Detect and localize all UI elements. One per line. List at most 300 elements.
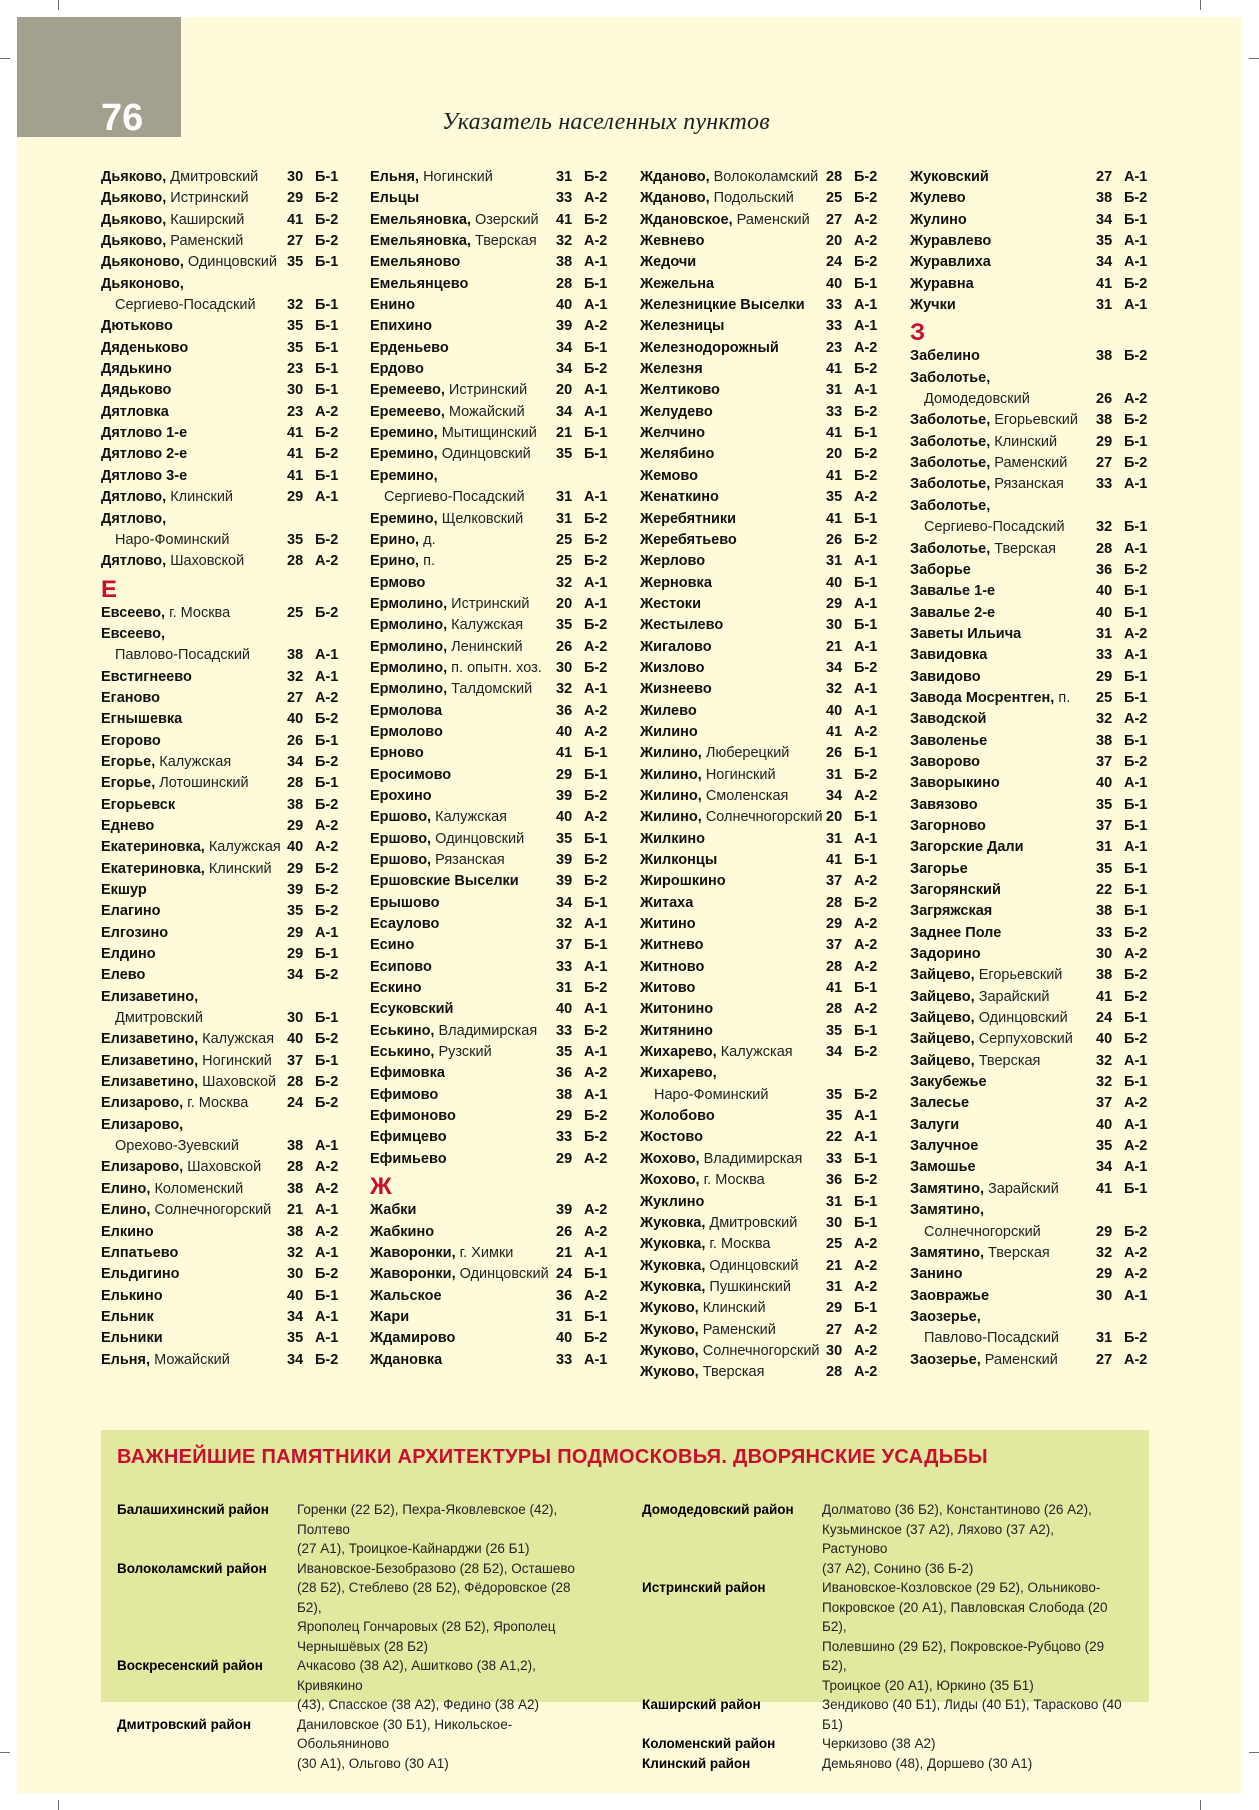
place-region: Одинцовский [459,1266,549,1283]
index-column-2 [370,167,630,1371]
place-name: Елгозино [101,924,169,941]
index-entry [101,1328,361,1349]
map-grid: Б-2 [315,860,339,877]
map-grid: Б-2 [854,1086,878,1103]
place-name: Женаткино [640,489,719,506]
map-page: 37 [1096,753,1113,770]
map-page: 41 [826,852,843,868]
map-grid: А-1 [584,681,608,698]
place-name: Жевнево [640,233,705,250]
place-name: Ждановское, [640,211,733,228]
place-name: Еросимово [370,766,452,783]
place-name: Ельня, [370,169,420,185]
place-name: Ефимовка [370,1065,445,1082]
map-page: 38 [287,1180,304,1197]
map-grid: Б-2 [315,711,339,728]
place-name: Ердово [370,361,424,378]
index-entry [910,624,1170,645]
index-entry [910,1029,1170,1050]
district-name: Воскресенский район [117,1658,263,1673]
place-region: г. Москва [187,1095,249,1112]
place-name: Ершовские Выселки [370,873,519,890]
place-name: Жуково, [640,1342,699,1359]
map-page: 37 [1096,817,1113,834]
monument-line: Чернышёвых (28 Б2) [297,1638,429,1654]
page [17,17,1241,1793]
place-name: Занино [910,1266,963,1283]
index-entry [640,999,900,1020]
index-entry [101,752,361,773]
index-entry [640,444,900,465]
map-page: 35 [287,531,304,548]
place-name: Заболотье, [910,412,991,429]
crop-mark [58,1800,59,1810]
map-page: 40 [826,275,843,292]
map-page: 21 [826,638,843,655]
map-grid: Б-1 [1124,860,1148,877]
index-entry [101,1179,361,1200]
map-grid: Б-2 [584,873,608,890]
map-grid: А-1 [854,318,878,335]
place-region: п. опытн. хоз. [451,659,542,676]
map-grid: А-2 [854,1001,878,1018]
place-name: Житонино [640,1001,714,1018]
place-name: Журавлиха [910,254,991,271]
index-entry [370,1042,630,1063]
place-region: Раменский [702,1321,776,1338]
map-page: 27 [287,233,304,250]
place-name: Зайцево, [910,1052,975,1069]
map-grid: А-1 [315,1330,339,1347]
district-name: Коломенский район [642,1736,776,1751]
place-region: г. Химки [459,1244,514,1261]
map-page: 28 [826,1001,843,1018]
index-entry [910,346,1170,367]
map-grid: Б-1 [1124,732,1148,749]
index-entry [640,615,900,636]
box-column-left [117,1500,597,1773]
place-name: Жуково, [640,1364,699,1381]
map-grid: Б-1 [854,1150,878,1167]
index-entry [101,210,361,231]
index-entry [640,1063,900,1084]
place-name: Дятлово, [101,510,167,527]
map-page: 20 [826,809,843,826]
index-entry [640,893,900,914]
district-monuments [297,1500,597,1559]
index-entry [910,731,1170,752]
index-entry [101,252,361,273]
place-region: Калужская [451,617,524,634]
map-grid: Б-2 [315,425,339,442]
map-grid: А-1 [584,1086,608,1103]
map-grid: Б-1 [1124,668,1148,685]
map-page: 41 [1096,1180,1113,1197]
page-number: 76 [101,97,144,139]
district-row [642,1500,1122,1578]
place-name: Заднее Поле [910,924,1002,941]
map-page: 26 [556,638,573,655]
map-page: 27 [1096,1351,1113,1368]
place-region: Одинцовский [441,446,531,463]
index-entry [910,1200,1170,1221]
place-name: Житино [640,916,696,933]
place-name: Дятлово, [101,489,167,506]
index-entry [101,423,361,444]
place-name: Жилкино [640,830,706,847]
place-name: Заболотье, [910,433,991,450]
map-page: 37 [826,937,843,954]
map-page: 36 [556,702,573,719]
place-region: Раменский [736,211,810,228]
map-grid: А-2 [315,1223,339,1240]
map-page: 31 [826,1278,843,1295]
index-entry [101,295,361,316]
map-grid: А-2 [584,638,608,655]
index-entry [910,1243,1170,1264]
place-name: Елизаветино, [101,1031,199,1048]
monument-line: Демьяново (48), Доршево (30 А1) [822,1755,1033,1771]
map-page: 38 [287,796,304,813]
index-entry [101,1243,361,1264]
place-region: Смоленская [705,787,789,804]
map-page: 29 [826,916,843,933]
map-page: 37 [556,937,573,954]
index-entry [640,786,900,807]
index-entry [101,509,361,530]
map-page: 26 [826,745,843,762]
map-page: 27 [1096,455,1113,472]
index-entry [370,850,630,871]
index-entry [640,338,900,359]
box-column-right [642,1500,1122,1773]
place-name: Заболотье, [910,476,991,493]
index-entry [640,1042,900,1063]
map-page: 34 [826,1044,843,1061]
place-name: Еремино, [370,510,438,527]
map-grid: А-2 [854,723,878,740]
map-page: 31 [1096,1330,1113,1347]
map-grid: Б-2 [1124,190,1148,207]
map-page: 24 [1096,1010,1113,1027]
map-grid: А-2 [854,787,878,804]
place-name: Жолобово [640,1108,715,1125]
place-name: Емельянцево [370,275,469,292]
map-page: 20 [826,233,843,250]
place-region: Подольский [713,190,794,207]
map-grid: Б-1 [584,745,608,762]
map-grid: Б-2 [584,531,608,548]
map-grid: А-1 [584,489,608,506]
district-name: Волоколамский район [117,1560,267,1576]
place-name: Завалье 2-е [910,604,996,621]
map-grid: Б-2 [854,467,878,484]
place-region: Солнечногорский [154,1202,272,1219]
place-name: Дятлово, [101,553,167,570]
index-entry [910,901,1170,922]
map-page: 40 [287,839,304,856]
monument-line: Горенки (22 Б2), Пехра-Яковлевское (42), Полтево [297,1502,558,1537]
place-name: Ерохино [370,787,432,804]
place-name: Желтиково [640,382,720,399]
place-name: Загорново [910,817,986,834]
map-page: 40 [556,297,573,314]
index-entry [640,829,900,850]
place-name: Жерлово [640,553,706,570]
map-page: 41 [556,745,573,762]
map-grid: Б-1 [854,510,878,527]
crop-mark [58,0,59,10]
map-grid: А-1 [1124,297,1148,314]
map-page: 38 [1096,412,1113,429]
index-entry [910,1115,1170,1136]
map-page: 32 [287,668,304,685]
place-name: Жостово [640,1129,703,1146]
box-title: ВАЖНЕЙШИЕ ПАМЯТНИКИ АРХИТЕКТУРЫ ПОДМОСКОВЬЯ. ДВОРЯНСКИЕ УСАДЬБЫ [117,1446,988,1468]
place-name: Ельня, [101,1351,151,1368]
index-entry [370,1328,630,1349]
index-entry [370,871,630,892]
index-entry [910,1157,1170,1178]
place-name: Загорянский [910,882,1001,898]
place-region: Владимирская [438,1022,538,1039]
monument-line: (30 А1), Ольгово (30 А1) [297,1755,449,1771]
map-page: 41 [287,446,304,463]
index-entry [101,795,361,816]
place-name: Жучки [910,297,956,314]
map-grid: А-1 [584,297,608,314]
index-entry [910,773,1170,794]
district-row [642,1695,1122,1734]
place-name: Замятино, [910,1202,984,1219]
district-name: Клинский район [642,1755,751,1771]
place-region: Тверская [702,1364,765,1381]
map-grid: Б-2 [315,446,339,463]
map-grid: А-1 [854,638,878,655]
map-page: 35 [556,830,573,847]
map-grid: Б-1 [1124,604,1148,621]
index-entry [910,517,1170,538]
map-grid: Б-2 [584,510,608,527]
place-name: Дьяково, [101,211,167,228]
place-name: Елькино [101,1287,163,1304]
map-page: 33 [826,1150,843,1167]
place-name: Ермолино, [370,659,448,676]
place-region: Одинцовский [187,254,277,271]
place-region: Сергиево-Посадский [115,297,256,314]
map-grid: Б-1 [584,1266,608,1283]
index-entry [640,573,900,594]
index-entry [101,667,361,688]
place-region: п. [1058,689,1071,706]
index-entry [101,944,361,965]
index-entry [370,167,630,188]
place-region: д. [423,531,436,548]
place-region: Солнечногорский [924,1223,1041,1240]
index-entry [101,359,361,380]
place-region: Тверская [994,540,1056,557]
map-grid: Б-1 [1124,796,1148,813]
place-region: Тверская [978,1052,1041,1069]
map-page: 35 [287,1330,304,1347]
index-entry [370,1106,630,1127]
index-entry [101,1157,361,1178]
index-entry [640,274,900,295]
place-region: Истринский [451,595,530,612]
place-name: Ескино [370,980,422,997]
place-name: Жилконцы [640,852,718,868]
place-name: Евсеево, [101,625,166,642]
map-grid: Б-2 [854,190,878,207]
index-entry [910,1328,1170,1349]
map-grid: Б-2 [584,1129,608,1146]
place-region: Пушкинский [709,1278,791,1295]
index-entry [370,231,630,252]
map-grid: Б-2 [315,1095,339,1112]
map-page: 34 [556,894,573,911]
place-name: Загорье [910,860,968,877]
place-name: Ершово, [370,809,432,826]
index-entry [101,1222,361,1243]
place-name: Дятлово 3-е [101,467,188,484]
place-name: Еремеево, [370,403,445,420]
index-entry [910,603,1170,624]
map-grid: Б-2 [1124,967,1148,984]
place-name: Ершово, [370,830,432,847]
map-page: 20 [556,595,573,612]
map-page: 27 [826,1321,843,1338]
map-page: 32 [1096,711,1113,728]
map-grid: А-1 [854,595,878,612]
index-entry [640,466,900,487]
map-grid: А-1 [584,958,608,975]
index-entry [370,637,630,658]
map-grid: Б-1 [854,617,878,634]
place-name: Желчино [640,425,705,442]
map-grid: А-2 [854,1257,878,1274]
place-name: Жулево [910,190,966,207]
index-entry [910,295,1170,316]
map-page: 26 [826,531,843,548]
map-grid: Б-2 [854,894,878,911]
place-region: Рузский [438,1044,492,1061]
place-region: Клинский [208,860,272,877]
place-region: Сергиево-Посадский [924,519,1065,536]
map-grid: А-1 [854,1129,878,1146]
place-name: Епихино [370,318,432,335]
index-entry [910,210,1170,231]
district-row [642,1578,1122,1695]
index-entry [370,679,630,700]
map-grid: Б-1 [315,382,339,399]
place-name: Загорские Дали [910,839,1024,856]
map-page: 33 [1096,924,1113,941]
map-page: 29 [556,766,573,783]
map-grid: Б-2 [854,1044,878,1061]
index-entry [370,978,630,999]
map-page: 38 [1096,732,1113,749]
map-page: 40 [287,711,304,728]
map-grid: Б-2 [315,1351,339,1368]
place-name: Дьяконово, [101,275,184,292]
index-entry [370,359,630,380]
index-entry [910,432,1170,453]
index-entry [640,487,900,508]
map-page: 31 [556,169,573,185]
place-name: Дьяково, [101,190,167,207]
map-page: 39 [556,787,573,804]
index-entry [640,978,900,999]
place-name: Елдино [101,946,156,963]
index-entry [370,466,630,487]
map-page: 41 [826,361,843,378]
map-grid: Б-1 [1124,882,1148,898]
index-entry [101,688,361,709]
place-name: Журавна [910,275,974,292]
map-page: 33 [826,318,843,335]
index-column-4 [910,167,1170,1371]
map-page: 30 [287,169,304,185]
index-entry [910,1286,1170,1307]
map-page: 32 [1096,519,1113,536]
map-grid: Б-1 [584,339,608,356]
index-entry [640,914,900,935]
place-name: Жигалово [640,638,712,655]
map-grid: А-2 [584,723,608,740]
index-entry [101,1072,361,1093]
index-entry [910,1051,1170,1072]
index-entry [101,167,361,188]
map-grid: А-2 [315,817,339,834]
map-grid: Б-2 [315,1266,339,1283]
place-region: Калужская [202,1031,275,1048]
place-name: Есино [370,937,415,954]
map-page: 40 [1096,583,1113,600]
map-page: 29 [1096,433,1113,450]
place-name: Житаха [640,894,694,911]
place-name: Железницы [640,318,725,335]
place-name: Ельцы [370,190,420,207]
map-page: 29 [556,1108,573,1125]
map-page: 34 [287,1308,304,1325]
map-page: 35 [826,1086,843,1103]
place-region: Озерский [474,211,539,228]
place-region: Калужская [720,1044,793,1061]
map-page: 32 [287,297,304,314]
map-grid: Б-2 [1124,561,1148,578]
map-page: 33 [1096,476,1113,493]
place-name: Жабкино [370,1223,435,1240]
index-entry [910,965,1170,986]
map-grid: А-2 [854,1321,878,1338]
map-page: 23 [826,339,843,356]
map-grid: А-2 [315,553,339,570]
map-grid: А-2 [315,1180,339,1197]
map-grid: Б-2 [854,531,878,548]
map-page: 40 [1096,1116,1113,1133]
place-name: Ермолино, [370,617,448,634]
place-name: Еремино, [370,425,438,442]
map-grid: Б-1 [584,830,608,847]
map-page: 35 [556,446,573,463]
place-name: Жуково, [640,1321,699,1338]
map-page: 38 [1096,903,1113,920]
map-grid: Б-2 [584,852,608,868]
map-page: 34 [1096,1159,1113,1176]
place-name: Зайцево, [910,1031,975,1048]
place-name: Заветы Ильича [910,625,1022,642]
place-name: Ждановка [370,1351,443,1368]
